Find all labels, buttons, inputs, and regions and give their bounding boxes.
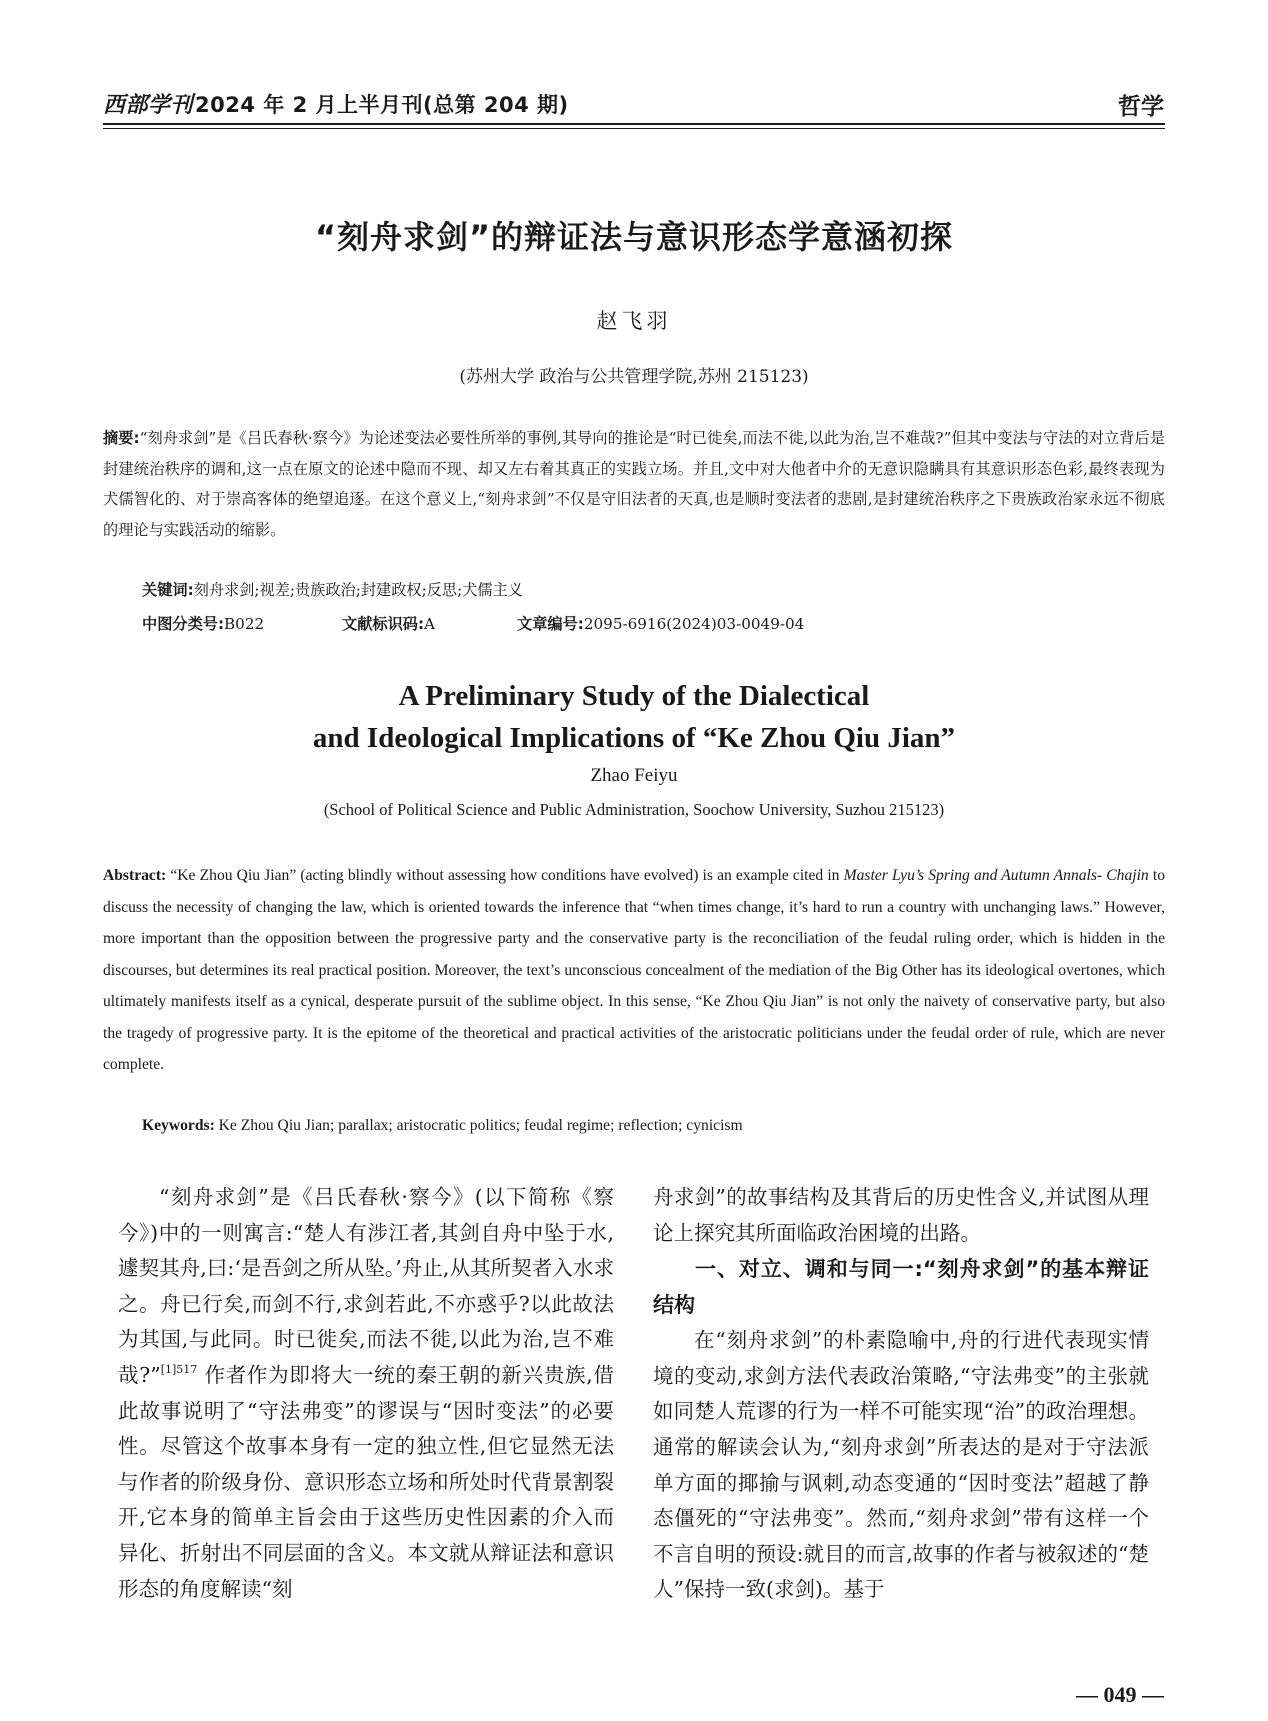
abstract-cn bbox=[103, 423, 1165, 545]
english-title-line1: A Preliminary Study of the Dialectical bbox=[398, 680, 870, 712]
english-author: Zhao Feiyu bbox=[590, 765, 678, 786]
citation-ref: [1]517 bbox=[160, 1362, 198, 1376]
header-rule bbox=[103, 123, 1165, 125]
english-affiliation: (School of Political Science and Public Administration, Soochow University, Suzhou 215123) bbox=[323, 800, 945, 819]
body-paragraph: “刻舟求剑”是《吕氏春秋·察今》(以下简称《察今》)中的一则寓言:“楚人有涉江者,其剑自舟中坠于水,遽契其舟,曰:‘是吾剑之所从坠。’舟止,从其所契者入水求之。舟已行矣,而剑不行,求剑若此,不亦惑乎?以此故法为其国,与此同。时已徙矣,而法不徙,以此为治,岂不难哉?”$^{[1]517}$ 作者作为即将大一统的秦王朝的新兴贵族,借此故事说明了“守法弗变”的谬误与“因时变法”的必要性。尽管这个故事本身有一定的独立性,但它显然无法与作者的阶级身份、意识形态立场和所处时代背景割裂开,它本身的简单主旨会由于这些历史性因素的介入而异化、折射出不同层面的含义。本文就从辩证法和意识形态的角度解读“刻 bbox=[118, 1185, 614, 1601]
abstract-cn-label: 摘要: bbox=[103, 429, 140, 447]
keywords-cn-label: 关键词: bbox=[142, 581, 194, 599]
author-affiliation: (苏州大学 政治与公共管理学院,苏州 215123) bbox=[459, 367, 809, 387]
body-paragraph: 在“刻舟求剑”的朴素隐喻中,舟的行进代表现实情境的变动,求剑方法代表政治策略,“守法弗变”的主张就如同楚人荒谬的行为一样不可能实现“治”的政治理想。通常的解读会认为,“刻舟求剑”所表达的是对于守法派单方面的揶揄与讽刺,动态变通的“因时变法”超越了静态僵死的“守法弗变”。然而,“刻舟求剑”带有这样一个不言自明的预设:就目的而言,故事的作者与被叙述的“楚人”保持一致(求剑)。基于 bbox=[653, 1328, 1149, 1602]
body-paragraph-continued: 舟求剑”的故事结构及其背后的历史性含义,并试图从理论上探究其所面临政治困境的出路。 bbox=[653, 1185, 1149, 1245]
journal-logo: 西部学刊 bbox=[103, 92, 194, 118]
running-header bbox=[103, 88, 569, 119]
keywords-cn bbox=[142, 579, 523, 600]
abstract-cn-text: “刻舟求剑”是《吕氏春秋·察今》为论述变法必要性所举的事例,其导向的推论是“时已徙矣,而法不徙,以此为治,岂不难哉?”但其中变法与守法的对立背后是封建统治秩序的调和,这一点在原文的论述中隐而不现、却又左右着其真正的实践立场。并且,文中对大他者中介的无意识隐瞒具有其意识形态色彩,最终表现为犬儒智化的、对于崇高客体的绝望追逐。在这个意义上,“刻舟求剑”不仅是守旧法者的天真,也是顺时变法者的悲剧,是封建统治秩序之下贵族政治家永远不彻底的理论与实践活动的缩影。 bbox=[103, 429, 1166, 539]
page-number: — 049 — bbox=[1076, 1682, 1164, 1707]
abstract-en-label: Abstract: bbox=[103, 867, 167, 884]
classification-row bbox=[142, 613, 804, 634]
paper-title: “刻舟求剑”的辩证法与意识形态学意涵初探 bbox=[314, 218, 954, 256]
body-column-left bbox=[118, 1180, 614, 1607]
clc-number: 中图分类号:B022 bbox=[142, 615, 265, 633]
keywords-en-label: Keywords: bbox=[142, 1117, 215, 1134]
keywords-cn-text: 刻舟求剑;视差;贵族政治;封建政权;反思;犬儒主义 bbox=[193, 581, 523, 599]
abstract-en: Abstract: “Ke Zhou Qiu Jian” (acting blindly without assessing how conditions have evolved) is an example cited in Master Lyu’s Spring and Autumn Annals- Chajin to discuss the necessity of changing the law, which is oriented towards the inference that “when times change, it’s hard to run a country with unchanging laws.” However, more important than the opposition between the progressive party and the conservative party is the reconciliation of the feudal ruling order, which is hidden in the discourses, but determines its real practical position. Moreover, the text’s unconscious concealment of the mediation of the Big Other has its ideological overtones, which ultimately manifests itself as a cynical, desperate pursuit of the sublime object. In this sense, “Ke Zhou Qiu Jian” is not only the naivety of conservative party, but also the tragedy of progressive party. It is the epitome of the theoretical and practical activities of the aristocratic politicians under the feudal order of rule, which are never complete. bbox=[103, 867, 1166, 1073]
author-name: 赵飞羽 bbox=[596, 309, 672, 333]
article-number: 文章编号:2095-6916(2024)03-0049-04 bbox=[517, 615, 805, 633]
section-heading: 一、对立、调和与同一:“刻舟求剑”的基本辩证结构 bbox=[653, 1257, 1149, 1318]
keywords-en bbox=[142, 1117, 743, 1135]
book-title: Master Lyu’s Spring and Autumn Annals- Chajin bbox=[843, 867, 1149, 884]
english-title-line2: and Ideological Implications of “Ke Zhou Qiu Jian” bbox=[312, 722, 956, 754]
english-title bbox=[0, 675, 1268, 759]
keywords-en-text: Ke Zhou Qiu Jian; parallax; aristocratic politics; feudal regime; reflection; cynicism bbox=[214, 1117, 743, 1134]
issue-info: 2024 年 2 月上半月刊(总第 204 期) bbox=[195, 93, 569, 117]
body-column-right bbox=[653, 1180, 1149, 1608]
section-label: 哲学 bbox=[1118, 94, 1164, 120]
header-rule-thin bbox=[103, 128, 1165, 129]
document-code: 文献标识码:A bbox=[342, 615, 435, 633]
